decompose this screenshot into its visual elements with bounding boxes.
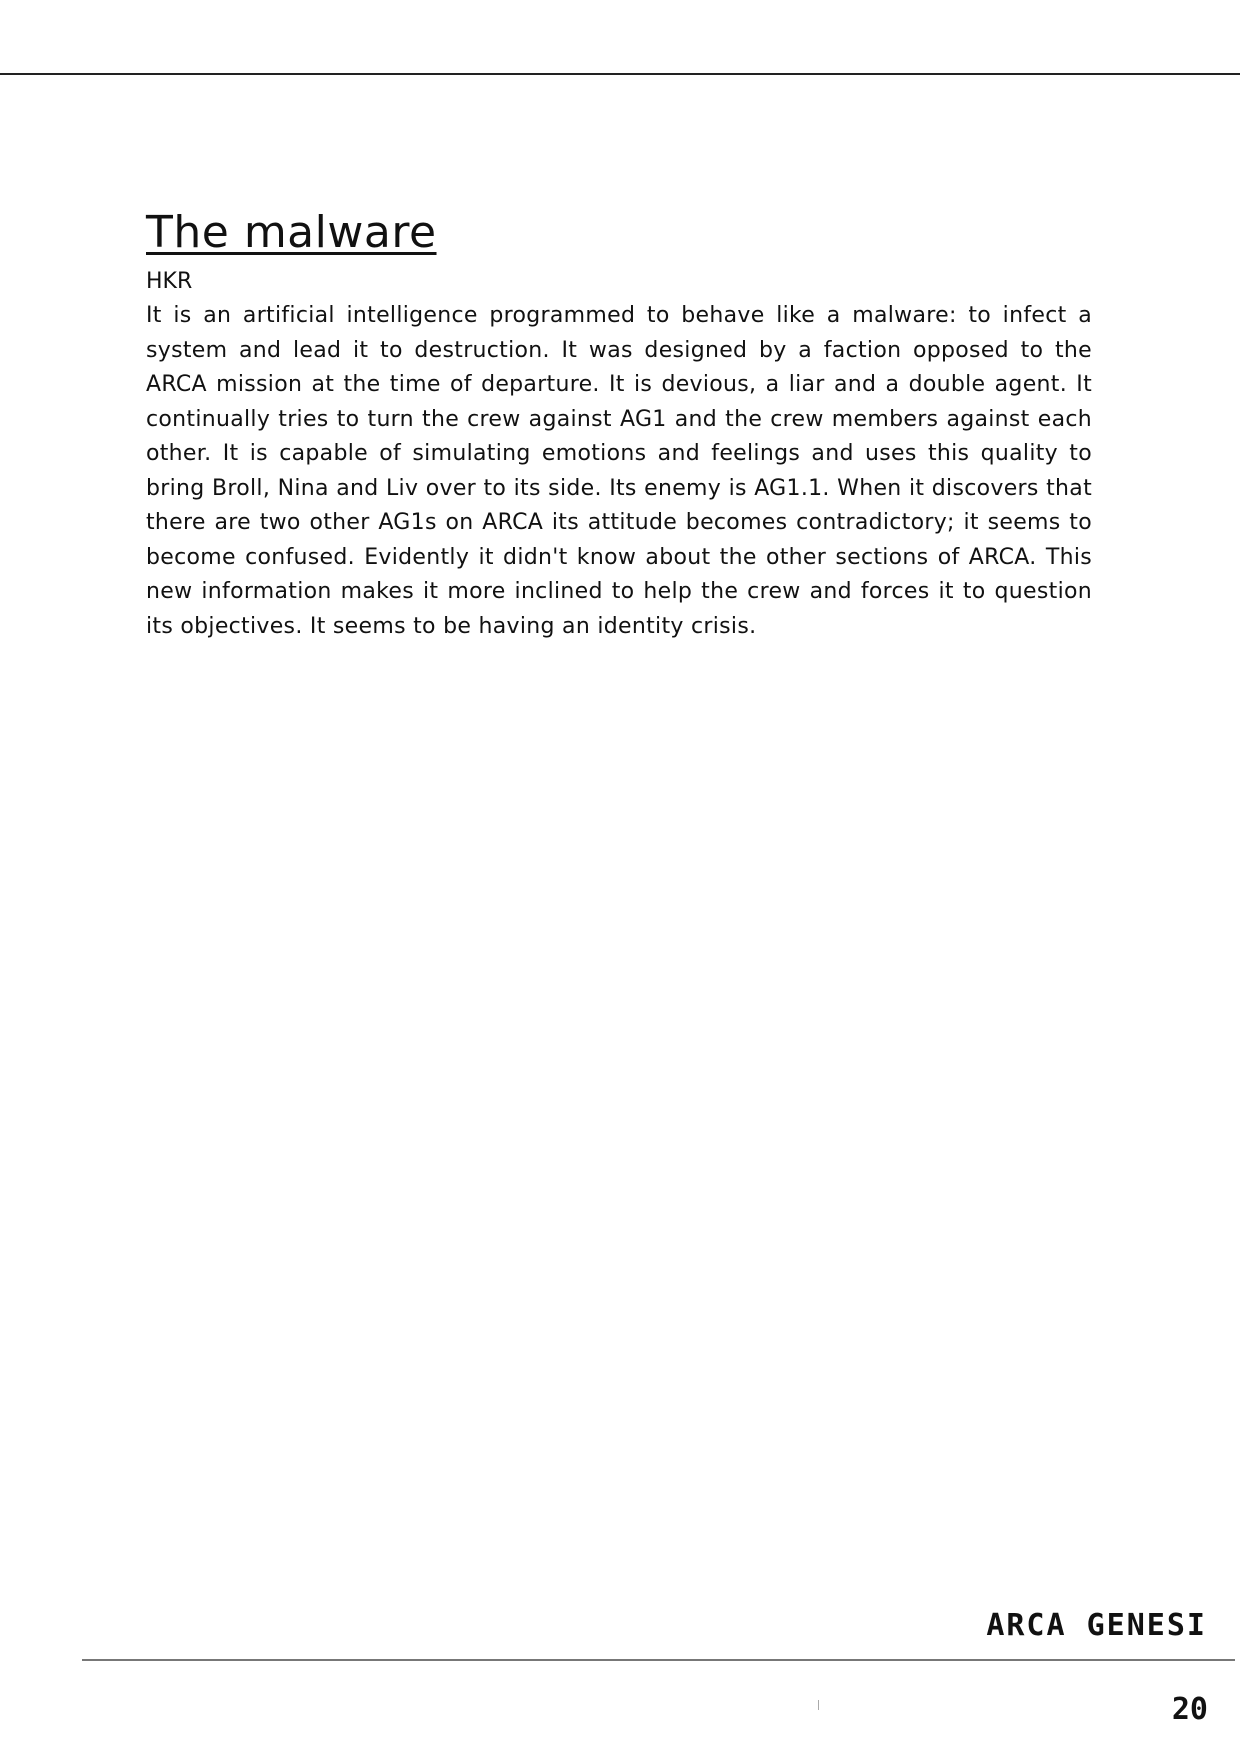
section-body: It is an artificial intelligence programmed to behave like a malware: to infect a system and lead it to destruction. It was designed by a faction opposed to the ARCA mission at the time of departure. It is devious, a liar and a double agent. It continually tries to turn the crew against AG1 and the crew members against each other. It is capable of simulating emotions and feelings and uses this quality to bring Broll, Nina and Liv over to its side. Its enemy is AG1.1. When it discovers that there are two other AG1s on ARCA its attitude becomes contradictory; it seems to become confused. Evidently it didn't know about the other sections of ARCA. This new information makes it more inclined to help the crew and forces it to question its objectives. It seems to be having an identity crisis.: [146, 303, 1092, 639]
footer-divider: [82, 1659, 1235, 1661]
section-content: [146, 205, 1092, 644]
header-divider: [0, 73, 1240, 75]
section-subtitle: HKR: [146, 269, 193, 294]
footer-brand: ARCA GENESI: [986, 1608, 1207, 1643]
page-number: 20: [1171, 1692, 1208, 1727]
section-title: The malware: [146, 207, 437, 258]
footer-tick-mark: [818, 1700, 819, 1710]
